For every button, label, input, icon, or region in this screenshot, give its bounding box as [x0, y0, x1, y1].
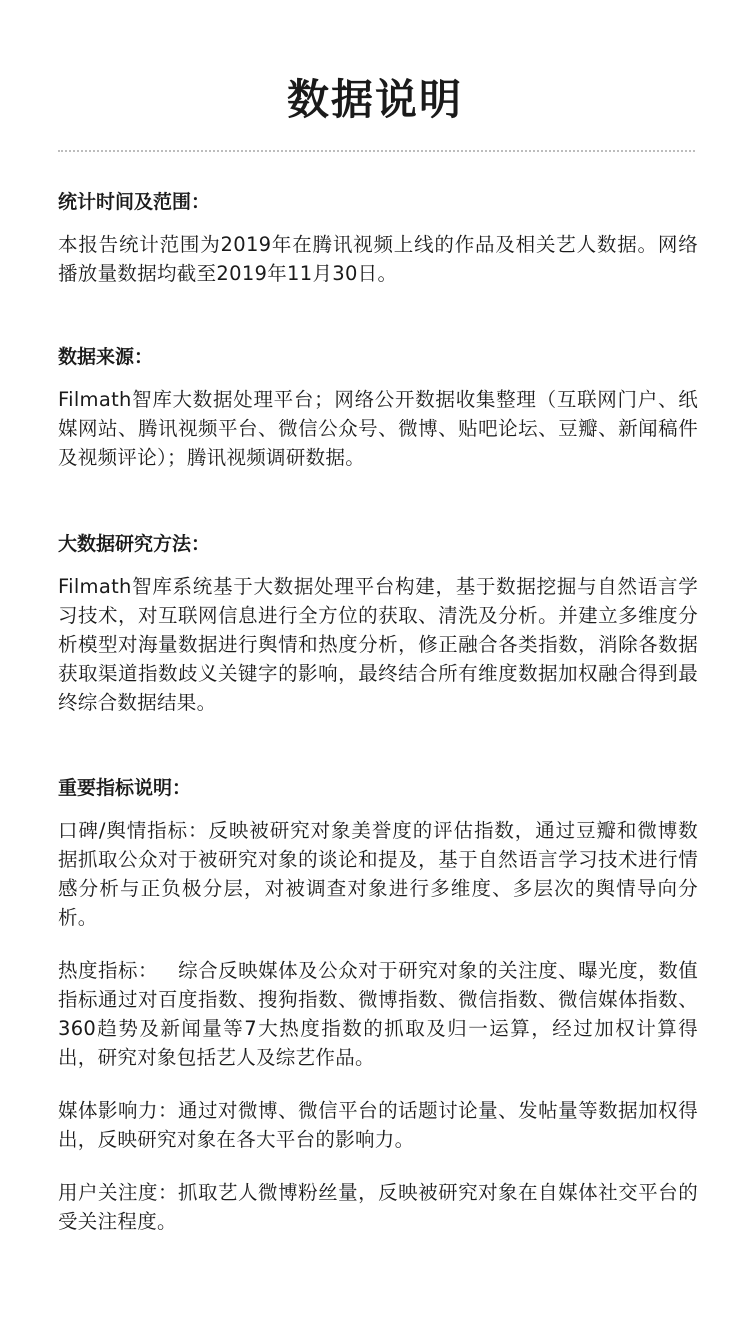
section-time-scope [58, 188, 698, 288]
indicator-media-influence: 媒体影响力：通过对微博、微信平台的话题讨论量、发帖量等数据加权得出，反映研究对象在各大平台的影响力。 [58, 1099, 698, 1151]
section-data-sources [58, 343, 698, 472]
page-title: 数据说明 [286, 75, 463, 124]
indicator-reputation: 口碑/舆情指标：反映被研究对象美誉度的评估指数，通过豆瓣和微博数据抓取公众对于被研究对象的谈论和提及，基于自然语言学习技术进行情感分析与正负极分层，对被调查对象进行多维度、多层次的舆情导向分析。 [58, 819, 698, 929]
section-research-method [58, 530, 698, 717]
section-heading: 统计时间及范围： [58, 191, 211, 213]
indicator-user-attention: 用户关注度：抓取艺人微博粉丝量，反映被研究对象在自媒体社交平台的受关注程度。 [58, 1181, 698, 1233]
section-paragraph: Filmath智库大数据处理平台；网络公开数据收集整理（互联网门户、纸媒网站、腾讯视频平台、微信公众号、微博、贴吧论坛、豆瓣、新闻稿件及视频评论）；腾讯视频调研数据。 [58, 388, 698, 469]
dotted-divider [58, 150, 695, 152]
section-key-indicators [58, 774, 698, 1236]
indicator-popularity: 热度指标： 综合反映媒体及公众对于研究对象的关注度、曝光度，数值指标通过对百度指数、搜狗指数、微博指数、微信指数、微信媒体指数、360趋势及新闻量等7大热度指数的抓取及归一运算，经过加权计算得出，研究对象包括艺人及综艺作品。 [58, 959, 698, 1069]
section-heading: 重要指标说明： [58, 777, 192, 799]
section-paragraph: Filmath智库系统基于大数据处理平台构建，基于数据挖掘与自然语言学习技术，对互联网信息进行全方位的获取、清洗及分析。并建立多维度分析模型对海量数据进行舆情和热度分析，修正融合各类指数，消除各数据获取渠道指数歧义关键字的影响，最终结合所有维度数据加权融合得到最终综合数据结果。 [58, 575, 698, 714]
section-heading: 数据来源： [58, 346, 154, 368]
section-heading: 大数据研究方法： [58, 533, 211, 555]
section-paragraph: 本报告统计范围为2019年在腾讯视频上线的作品及相关艺人数据。网络播放量数据均截至2019年11月30日。 [58, 233, 698, 285]
